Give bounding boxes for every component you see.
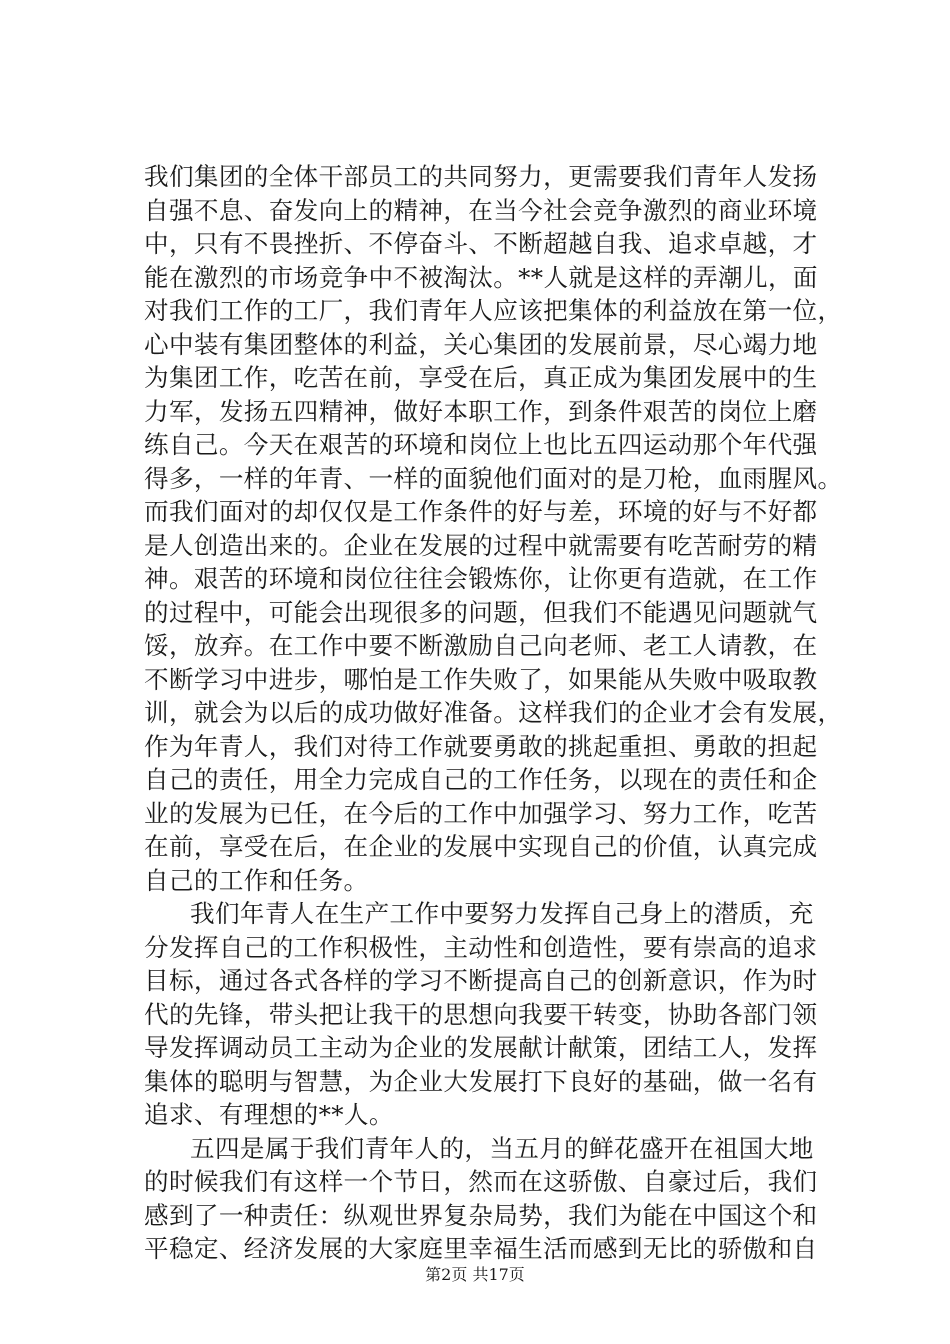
text-line: 我们集团的全体干部员工的共同努力，更需要我们青年人发扬 [144,162,818,191]
text-line: 是人创造出来的。企业在发展的过程中就需要有吃苦耐劳的精 [144,530,818,560]
text-line: 的过程中，可能会出现很多的问题，但我们不能遇见问题就气 [144,597,818,627]
text-line: 为集团工作，吃苦在前，享受在后，真正成为集团发展中的生 [144,363,818,392]
text-line: 的时候我们有这样一个节日，然而在这骄傲、自豪过后，我们 [144,1167,818,1196]
text-line: 集体的聪明与智慧，为企业大发展打下良好的基础，做一名有 [144,1066,818,1096]
text-line: 自强不息、奋发向上的精神，在当今社会竞争激烈的商业环境 [144,195,818,225]
text-line: 在前，享受在后，在企业的发展中实现自己的价值，认真完成 [144,832,818,861]
text-line: 目标，通过各式各样的学习不断提高自己的创新意识，作为时 [144,966,818,995]
text-line: 而我们面对的却仅仅是工作条件的好与差，环境的好与不好都 [144,497,818,526]
text-line: 对我们工作的工厂，我们青年人应该把集体的利益放在第一位， [144,296,843,325]
page-footer [0,1262,950,1285]
text-line: 能在激烈的市场竞争中不被淘汰。**人就是这样的弄潮儿，面 [144,262,818,292]
paragraph-start-line: 我们年青人在生产工作中要努力发挥自己身上的潜质，充 [190,899,814,928]
text-line: 神。艰苦的环境和岗位往往会锻炼你，让你更有造就，在工作 [144,564,818,593]
text-line: 心中装有集团整体的利益，关心集团的发展前景，尽心竭力地 [144,329,818,359]
text-line: 平稳定、经济发展的大家庭里幸福生活而感到无比的骄傲和自 [144,1234,818,1263]
text-line: 业的发展为已任，在今后的工作中加强学习、努力工作，吃苦 [144,798,818,828]
text-line: 中，只有不畏挫折、不停奋斗、不断超越自我、追求卓越，才 [144,229,818,258]
text-line: 力军，发扬五四精神，做好本职工作，到条件艰苦的岗位上磨 [144,396,818,426]
document-body [144,160,843,1266]
text-line: 追求、有理想的**人。 [144,1100,394,1129]
text-line: 自己的责任，用全力完成自己的工作任务，以现在的责任和企 [144,765,818,794]
text-line: 训，就会为以后的成功做好准备。这样我们的企业才会有发展， [144,698,843,727]
text-line: 不断学习中进步，哪怕是工作失败了，如果能从失败中吸取教 [144,664,818,694]
text-line: 馁，放弃。在工作中要不断激励自己向老师、老工人请教，在 [144,631,818,660]
text-line: 分发挥自己的工作积极性，主动性和创造性，要有崇高的追求 [144,932,818,962]
text-line: 作为年青人，我们对待工作就要勇敢的挑起重担、勇敢的担起 [144,731,818,761]
text-line: 自己的工作和任务。 [144,865,369,895]
text-line: 感到了一种责任：纵观世界复杂局势，我们为能在中国这个和 [144,1200,818,1230]
text-line: 练自己。今天在艰苦的环境和岗位上也比五四运动那个年代强 [144,430,818,459]
text-line: 得多，一样的年青、一样的面貌他们面对的是刀枪，血雨腥风。 [144,463,843,493]
page-number: 第2页 共17页 [425,1265,525,1284]
paragraph-start-line: 五四是属于我们青年人的，当五月的鲜花盛开在祖国大地 [190,1133,814,1163]
text-line: 导发挥调动员工主动为企业的发展献计献策，团结工人，发挥 [144,1033,818,1062]
text-line: 代的先锋，带头把让我干的思想向我要干转变，协助各部门领 [144,999,818,1029]
